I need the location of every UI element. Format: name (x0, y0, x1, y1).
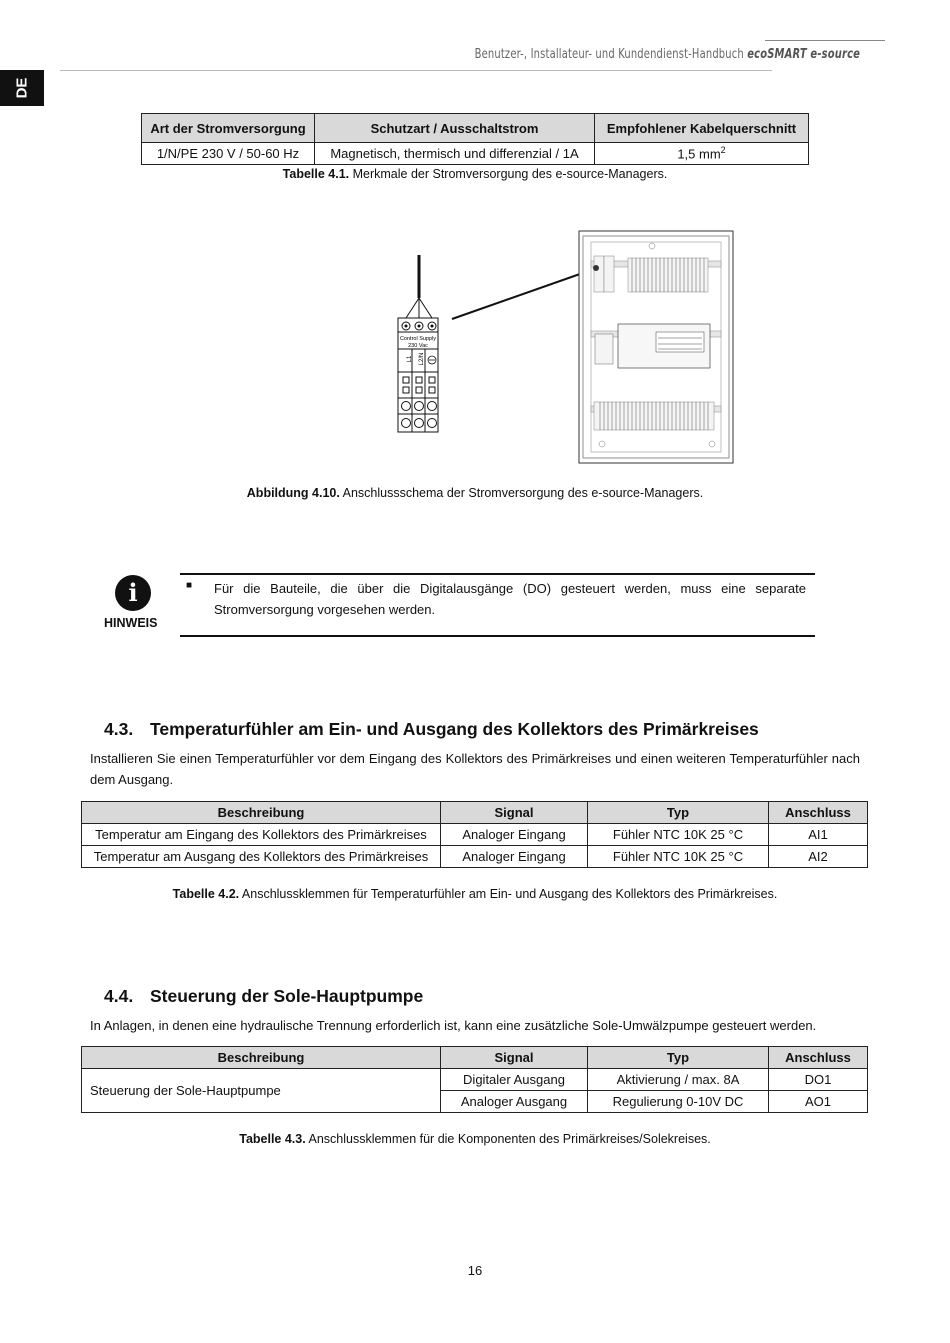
table-cell: Analoger Eingang (441, 846, 588, 868)
section-number: 4.3. (104, 719, 134, 739)
table-header-cell: Beschreibung (82, 802, 441, 824)
table-power-supply (141, 113, 809, 165)
header-rule (60, 70, 772, 71)
table-cell: DO1 (769, 1069, 868, 1091)
figure-caption (0, 486, 950, 500)
table-header-cell: Beschreibung (82, 1047, 441, 1069)
table-cell: AI1 (769, 824, 868, 846)
table-header-row (82, 1047, 868, 1069)
section-paragraph: Installieren Sie einen Temperaturfühler vor dem Eingang des Kollektors des Primärkreises und einen weiteren Temperaturfühler nach dem Ausgang. (90, 751, 860, 787)
caption-label: Tabelle 4.1. (282, 167, 350, 181)
caption-label: Tabelle 4.3. (239, 1132, 306, 1146)
terminal-l1-label: L1 (407, 355, 413, 363)
terminal-block (398, 318, 438, 432)
header-brand: ecoSMART e-source (747, 46, 860, 62)
caption-text: Anschlussklemmen für Temperaturfühler am Ein- und Ausgang des Kollektors des Primärkreises. (239, 887, 778, 901)
table-cell: Aktivierung / max. 8A (588, 1069, 769, 1091)
table-header-row (142, 114, 809, 143)
caption-text: Anschlussklemmen für die Komponenten des Primärkreises/Solekreises. (305, 1132, 711, 1146)
table-cell: Regulierung 0-10V DC (588, 1091, 769, 1113)
table-header-cell: Signal (441, 1047, 588, 1069)
cable-size: 1,5 mm (677, 146, 721, 162)
caption-label: Abbildung 4.10. (246, 486, 340, 500)
bullet-icon: ■ (186, 580, 193, 591)
language-tab-label: DE (13, 77, 31, 99)
table-header-cell: Typ (588, 802, 769, 824)
note-rule-bottom (180, 635, 815, 637)
table-header-cell: Typ (588, 1047, 769, 1069)
note-text: Für die Bauteile, die über die Digitalausgänge (DO) gesteuert werden, muss eine separate Stromversorgung vorgesehen werden. (214, 581, 806, 617)
section-heading-4-4 (104, 986, 423, 1007)
terminal-l2-label: L2/N (419, 352, 425, 366)
table-header-cell: Signal (441, 802, 588, 824)
table-cell: Digitaler Ausgang (441, 1069, 588, 1091)
info-icon: i (115, 575, 151, 611)
section-heading-4-3 (104, 719, 759, 740)
table-cell (595, 143, 809, 165)
table-cell: AO1 (769, 1091, 868, 1113)
table-row (82, 846, 868, 868)
language-tab (0, 70, 44, 106)
table-header-row (82, 802, 868, 824)
table-caption (0, 887, 950, 901)
page-number: 16 (467, 1263, 483, 1278)
table-header-cell: Empfohlener Kabelquerschnitt (595, 114, 809, 143)
table-header-cell: Anschluss (769, 802, 868, 824)
cable-size-exponent: 2 (720, 145, 726, 156)
table-cell: 1/N/PE 230 V / 50-60 Hz (142, 143, 315, 165)
table-row (142, 143, 809, 165)
note-label: HINWEIS (104, 616, 158, 630)
section-paragraph: In Anlagen, in denen eine hydraulische Trennung erforderlich ist, kann eine zusätzliche Sole-Umwälzpumpe gesteuert werden. (90, 1018, 817, 1033)
table-cell: Temperatur am Ausgang des Kollektors des Primärkreises (82, 846, 441, 868)
header-rule-top (765, 40, 885, 41)
section-title: Steuerung der Sole-Hauptpumpe (150, 986, 424, 1006)
header-title: Benutzer-, Installateur- und Kundendienst-Handbuch (474, 46, 744, 62)
terminal-voltage: 230 Vac (408, 343, 428, 349)
table-header-cell: Anschluss (769, 1047, 868, 1069)
table-cell: Fühler NTC 10K 25 °C (588, 846, 769, 868)
running-header (475, 46, 860, 62)
table-temperature-sensors (81, 801, 868, 868)
table-row (82, 824, 868, 846)
note-rule-top (180, 573, 815, 575)
table-brine-pump (81, 1046, 868, 1113)
table-cell: Magnetisch, thermisch und differenzial / 1A (315, 143, 595, 165)
caption-text: Anschlussschema der Stromversorgung des e-source-Managers. (339, 486, 704, 500)
table-cell: Analoger Ausgang (441, 1091, 588, 1113)
table-header-cell: Schutzart / Ausschaltstrom (315, 114, 595, 143)
section-number: 4.4. (104, 986, 134, 1006)
table-cell: Temperatur am Eingang des Kollektors des Primärkreises (82, 824, 441, 846)
terminal-label: Control Supply (399, 336, 437, 342)
table-row (82, 1069, 868, 1091)
table-caption (0, 167, 950, 181)
table-cell: Analoger Eingang (441, 824, 588, 846)
caption-label: Tabelle 4.2. (172, 887, 240, 901)
wiring-diagram (390, 228, 740, 468)
table-cell: Fühler NTC 10K 25 °C (588, 824, 769, 846)
table-header-cell: Art der Stromversorgung (142, 114, 315, 143)
table-cell: AI2 (769, 846, 868, 868)
caption-text: Merkmale der Stromversorgung des e-source-Managers. (349, 167, 668, 181)
control-cabinet (579, 231, 733, 463)
table-cell: Steuerung der Sole-Hauptpumpe (82, 1069, 441, 1113)
section-title: Temperaturfühler am Ein- und Ausgang des Kollektors des Primärkreises (150, 719, 759, 739)
table-caption (0, 1132, 950, 1146)
